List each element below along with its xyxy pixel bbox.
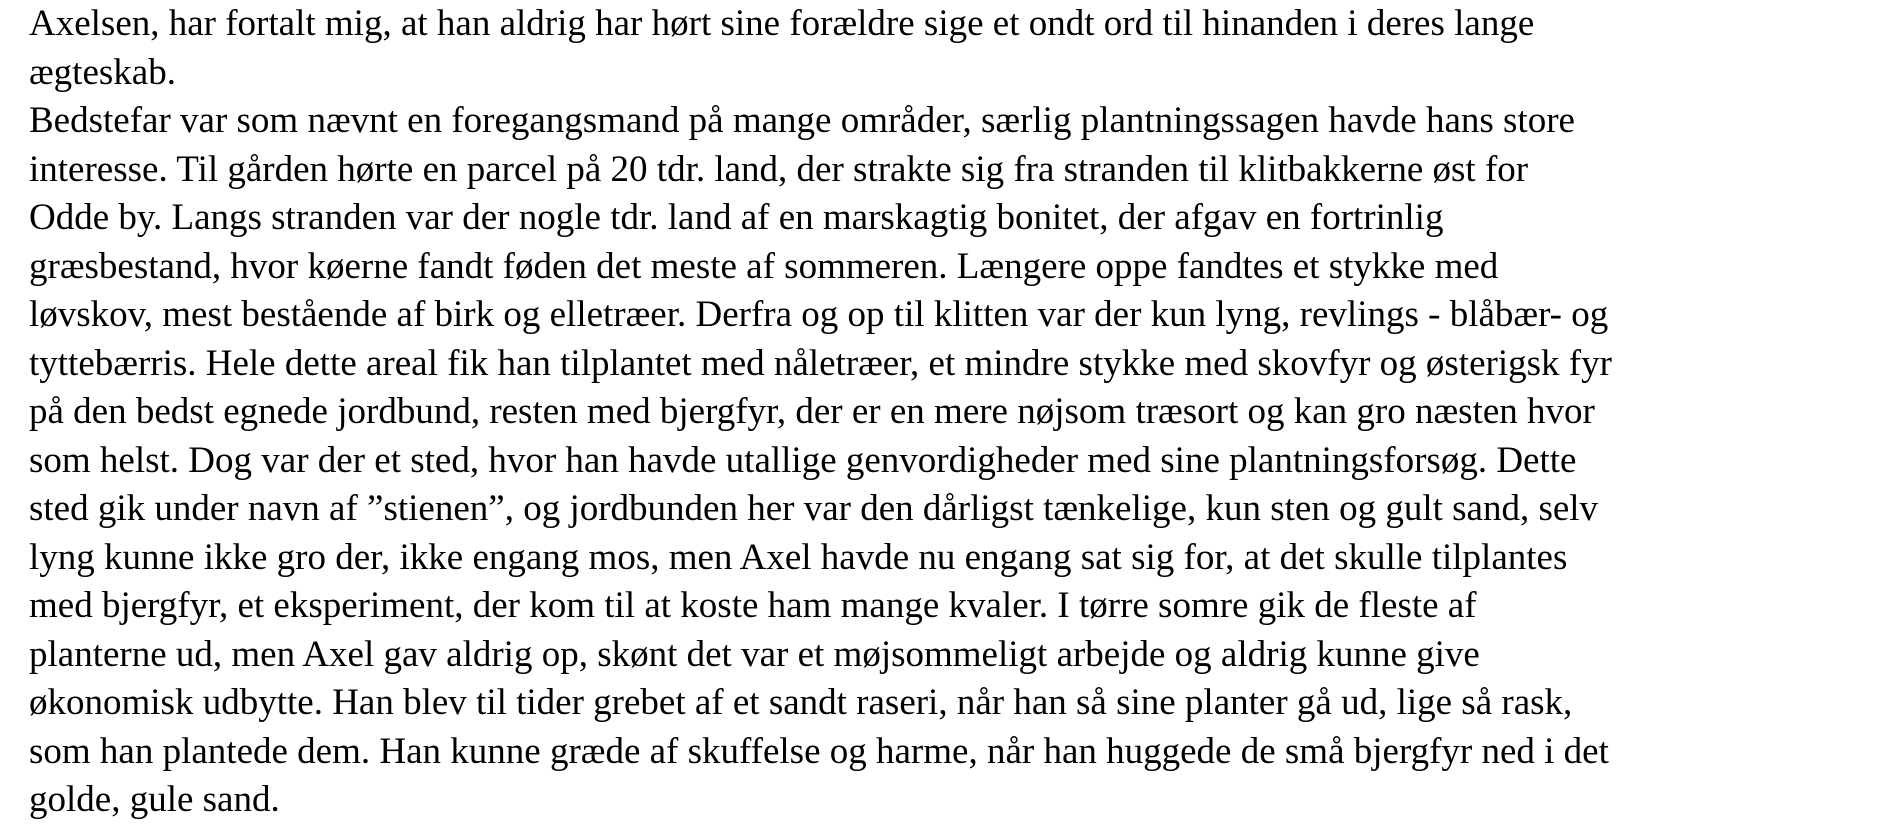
text-line-10: som helst. Dog var der et sted, hvor han havde utallige genvordigheder med sine plantningsforsøg. Dette bbox=[29, 439, 1577, 481]
text-line-3: Bedstefar var som nævnt en foregangsmand på mange områder, særlig plantningssagen havde hans store bbox=[29, 100, 1575, 141]
text-line-6: græsbestand, hvor køerne fandt føden det meste af sommeren. Længere oppe fandtes et stykke med bbox=[29, 245, 1499, 287]
document-page bbox=[29, 0, 1889, 831]
text-line-14: planterne ud, men Axel gav aldrig op, skønt det var et møjsommeligt arbejde og aldrig kunne give bbox=[29, 633, 1480, 675]
text-line-17: golde, gule sand. bbox=[29, 779, 280, 820]
text-line-5: Odde by. Langs stranden var der nogle tdr. land af en marskagtig bonitet, der afgav en fortrinlig bbox=[29, 197, 1444, 238]
text-line-2: ægteskab. bbox=[29, 51, 176, 93]
text-line-15: økonomisk udbytte. Han blev til tider grebet af et sandt raseri, når han så sine planter gå ud, lige så rask, bbox=[29, 682, 1573, 723]
text-line-16: som han plantede dem. Han kunne græde af skuffelse og harme, når han huggede de små bjergfyr ned i det bbox=[29, 730, 1609, 772]
text-line-4: interesse. Til gården hørte en parcel på 20 tdr. land, der strakte sig fra stranden til klitbakkerne øst for bbox=[29, 148, 1529, 190]
text-line-9: på den bedst egnede jordbund, resten med bjergfyr, der er en mere nøjsom træsort og kan gro næsten hvor bbox=[29, 391, 1595, 432]
text-line-11: sted gik under navn af ”stienen”, og jordbunden her var den dårligst tænkelige, kun sten og gult sand, selv bbox=[29, 488, 1599, 529]
text-line-8: tyttebærris. Hele dette areal fik han tilplantet med nåletræer, et mindre stykke med skovfyr og østerigsk fyr bbox=[29, 342, 1612, 384]
text-line-7: løvskov, mest bestående af birk og elletræer. Derfra og op til klitten var der kun lyng, revlings - blåbær- og bbox=[29, 294, 1609, 335]
text-line-1: Axelsen, har fortalt mig, at han aldrig har hørt sine forældre sige et ondt ord til hinanden i deres lange bbox=[29, 3, 1535, 44]
text-line-12: lyng kunne ikke gro der, ikke engang mos, men Axel havde nu engang sat sig for, at det skulle tilplantes bbox=[29, 536, 1568, 578]
text-line-13: med bjergfyr, et eksperiment, der kom til at koste ham mange kvaler. I tørre somre gik de fleste af bbox=[29, 585, 1477, 626]
document-text bbox=[29, 0, 1889, 825]
